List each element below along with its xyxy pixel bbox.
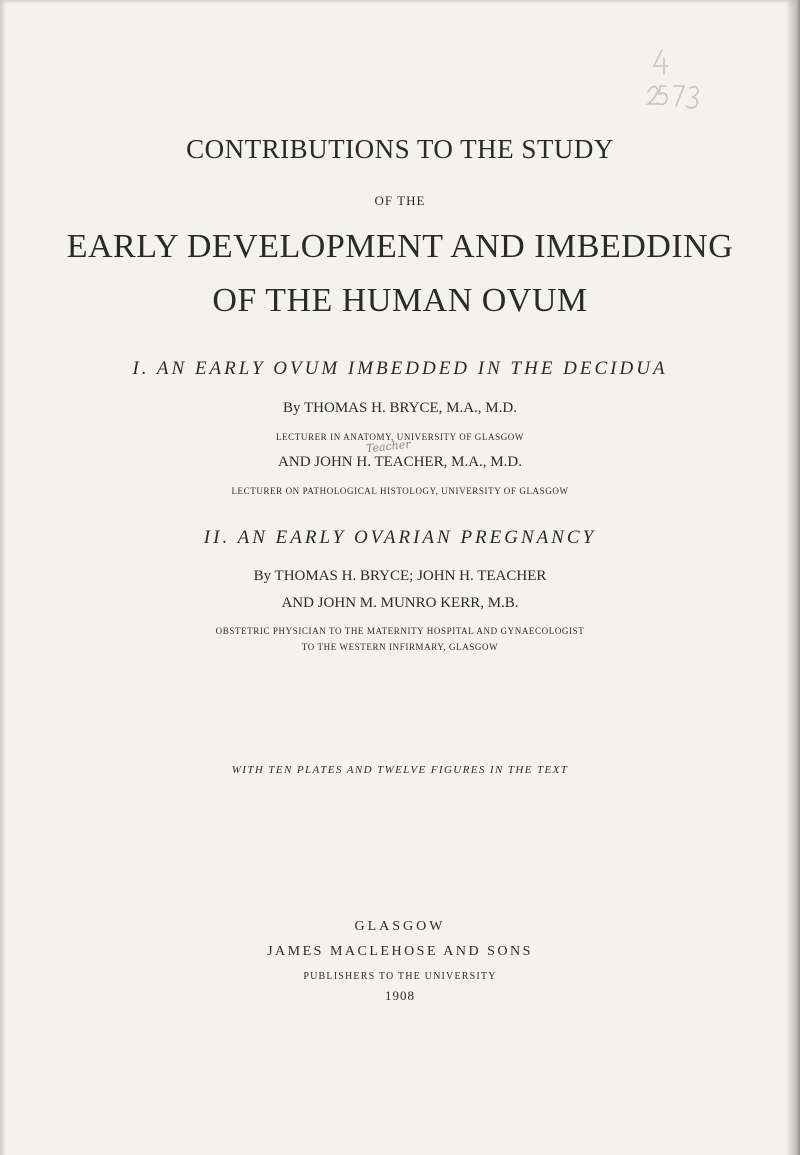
imprint-publisher-role: PUBLISHERS TO THE UNIVERSITY	[303, 971, 497, 982]
title-line-1: CONTRIBUTIONS TO THE STUDY	[186, 134, 614, 164]
part2-author3: AND JOHN M. MUNRO KERR, M.B.	[281, 595, 519, 611]
part2-heading: II. AN EARLY OVARIAN PREGNANCY	[203, 527, 597, 548]
part1-author2: AND JOHN H. TEACHER, M.A., M.D.	[278, 454, 522, 470]
part1-author1: By THOMAS H. BRYCE, M.A., M.D.	[283, 400, 517, 416]
part2-author3-affiliation-1: OBSTETRIC PHYSICIAN TO THE MATERNITY HOSPITAL AND GYNAECOLOGIST	[215, 626, 585, 636]
title-line-2: OF THE	[374, 193, 426, 208]
illustrations-note: WITH TEN PLATES AND TWELVE FIGURES IN THE TEXT	[231, 764, 569, 776]
handwritten-note: Teacher	[365, 437, 412, 456]
imprint-publisher: JAMES MACLEHOSE AND SONS	[267, 944, 533, 959]
part1-author1-affiliation: LECTURER IN ANATOMY, UNIVERSITY OF GLASGOW	[275, 432, 525, 442]
part2-authors: By THOMAS H. BRYCE; JOHN H. TEACHER	[253, 568, 547, 584]
part1-heading: I. AN EARLY OVUM IMBEDDED IN THE DECIDUA	[132, 358, 668, 379]
title-line-3: EARLY DEVELOPMENT AND IMBEDDING	[66, 228, 734, 265]
part2-author3-affiliation-2: TO THE WESTERN INFIRMARY, GLASGOW	[301, 642, 499, 652]
pencil-library-mark	[640, 40, 720, 120]
title-line-4: OF THE HUMAN OVUM	[212, 282, 588, 319]
part1-author2-affiliation: LECTURER ON PATHOLOGICAL HISTOLOGY, UNIVERSITY OF GLASGOW	[231, 486, 569, 496]
imprint-year: 1908	[385, 988, 415, 1003]
scan-edge-top	[0, 0, 800, 4]
imprint-city: GLASGOW	[354, 919, 446, 934]
